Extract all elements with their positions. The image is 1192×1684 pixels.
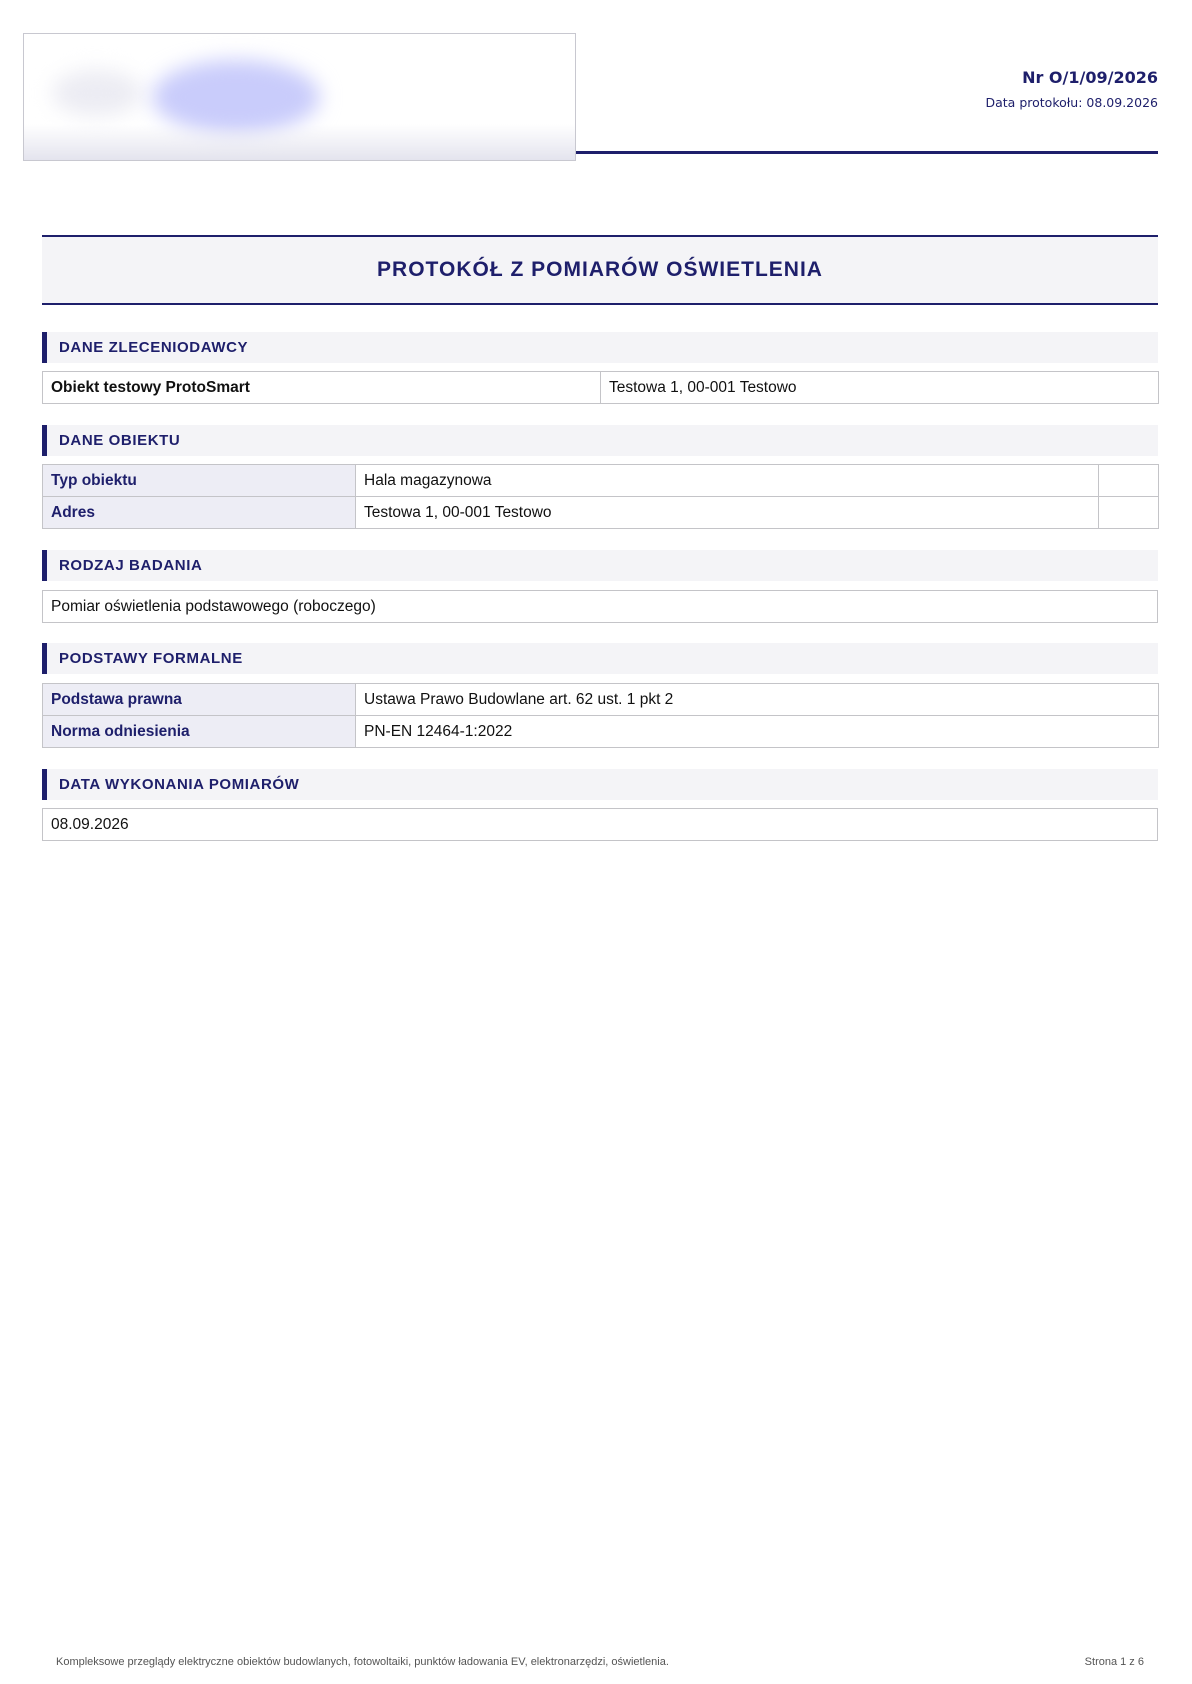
test-type-value: Pomiar oświetlenia podstawowego (roboczego) (43, 591, 1158, 623)
table-row (43, 465, 1159, 497)
object-type-label: Typ obiektu (43, 465, 356, 497)
formal-table (42, 683, 1159, 748)
table-row (43, 809, 1158, 841)
object-type-extra (1099, 465, 1159, 497)
client-table (42, 371, 1159, 404)
logo-fade (24, 124, 575, 160)
section-object-header (42, 425, 1158, 456)
object-address-extra (1099, 497, 1159, 529)
reference-norm-label: Norma odniesienia (43, 716, 356, 748)
protocol-date: Data protokołu: 08.09.2026 (985, 95, 1158, 110)
table-row (43, 497, 1159, 529)
company-logo (23, 33, 576, 161)
document-title-band (42, 235, 1158, 305)
section-measure-date-title: DATA WYKONANIA POMIARÓW (59, 776, 300, 793)
header-divider (576, 151, 1158, 154)
logo-wordmark (152, 60, 320, 134)
object-address-value: Testowa 1, 00-001 Testowo (356, 497, 1099, 529)
client-address: Testowa 1, 00-001 Testowo (601, 372, 1159, 404)
table-row (43, 716, 1159, 748)
section-test-type-title: RODZAJ BADANIA (59, 557, 203, 574)
section-client-header (42, 332, 1158, 363)
table-row (43, 684, 1159, 716)
section-formal-header (42, 643, 1158, 674)
measure-date-table (42, 808, 1158, 841)
table-row (43, 591, 1158, 623)
footer-description: Kompleksowe przeglądy elektryczne obiektów budowlanych, fotowoltaiki, punktów ładowania EV, elektronarzędzi, oświetlenia. (56, 1656, 669, 1668)
section-client-title: DANE ZLECENIODAWCY (59, 339, 249, 356)
page-number: Strona 1 z 6 (1084, 1656, 1144, 1668)
test-type-table (42, 590, 1158, 623)
document-title: PROTOKÓŁ Z POMIARÓW OŚWIETLENIA (377, 258, 823, 281)
legal-basis-label: Podstawa prawna (43, 684, 356, 716)
object-table (42, 464, 1159, 529)
reference-norm-value: PN-EN 12464-1:2022 (356, 716, 1159, 748)
section-object-title: DANE OBIEKTU (59, 432, 181, 449)
object-type-value: Hala magazynowa (356, 465, 1099, 497)
measure-date-value: 08.09.2026 (43, 809, 1158, 841)
table-row (43, 372, 1159, 404)
legal-basis-value: Ustawa Prawo Budowlane art. 62 ust. 1 pkt 2 (356, 684, 1159, 716)
section-measure-date-header (42, 769, 1158, 800)
object-address-label: Adres (43, 497, 356, 529)
logo-mark (52, 70, 142, 116)
section-formal-title: PODSTAWY FORMALNE (59, 650, 243, 667)
protocol-number: Nr O/1/09/2026 (1022, 68, 1158, 87)
section-test-type-header (42, 550, 1158, 581)
client-name: Obiekt testowy ProtoSmart (43, 372, 601, 404)
